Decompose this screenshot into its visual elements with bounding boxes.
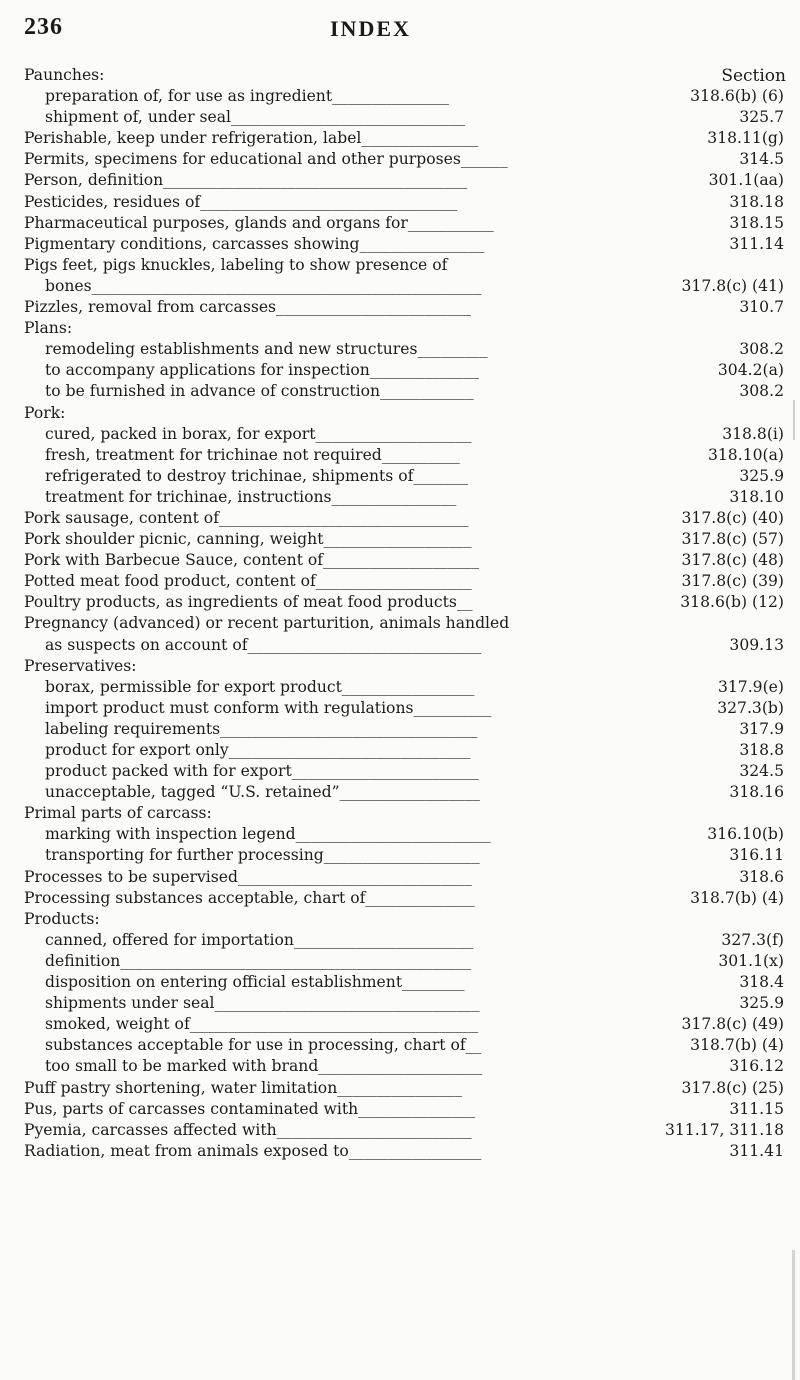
entry-text: Products: bbox=[24, 909, 100, 928]
section-reference: 317.9 bbox=[739, 719, 784, 738]
section-reference: 317.8(c) (41) bbox=[681, 276, 784, 295]
entry-text: Person, definition_______________________________________ bbox=[24, 171, 468, 190]
index-entry bbox=[0, 571, 800, 592]
section-reference: 324.5 bbox=[739, 762, 784, 781]
index-entry bbox=[0, 698, 800, 719]
page-number: 236 bbox=[24, 14, 63, 40]
section-reference: 301.1(aa) bbox=[708, 171, 784, 190]
section-reference: 317.8(c) (49) bbox=[681, 1015, 784, 1034]
index-entry bbox=[0, 677, 800, 698]
index-entry bbox=[0, 128, 800, 149]
index-entry bbox=[0, 424, 800, 445]
index-entry bbox=[0, 381, 800, 402]
section-reference: 310.7 bbox=[739, 298, 784, 317]
entry-text: to be furnished in advance of construction____________ bbox=[45, 382, 474, 401]
index-entry bbox=[0, 782, 800, 803]
entry-text: borax, permissible for export product_________________ bbox=[45, 677, 475, 696]
entry-text: shipments under seal__________________________________ bbox=[45, 994, 480, 1013]
entry-text: Paunches: bbox=[24, 66, 105, 84]
section-reference: 317.8(c) (48) bbox=[681, 551, 784, 570]
index-entry bbox=[0, 1120, 800, 1141]
entry-text: fresh, treatment for trichinae not required__________ bbox=[45, 445, 460, 464]
section-reference: 311.15 bbox=[729, 1099, 784, 1118]
index-entry bbox=[0, 276, 800, 297]
entry-text: Permits, specimens for educational and other purposes______ bbox=[24, 150, 508, 169]
entry-text: cured, packed in borax, for export____________________ bbox=[45, 424, 472, 443]
running-head: INDEX bbox=[330, 16, 411, 41]
index-entry bbox=[0, 192, 800, 213]
section-column-label: Section bbox=[721, 66, 786, 86]
index-entry bbox=[0, 888, 800, 909]
scan-edge-mark bbox=[793, 400, 795, 440]
index-entry bbox=[0, 255, 800, 276]
section-reference: 308.2 bbox=[739, 340, 784, 359]
entry-text: refrigerated to destroy trichinae, shipments of_______ bbox=[45, 466, 468, 485]
index-entry bbox=[0, 1014, 800, 1035]
section-reference: 318.15 bbox=[729, 213, 784, 232]
section-reference: 318.11(g) bbox=[707, 129, 784, 148]
index-entry bbox=[0, 529, 800, 550]
entry-text: definition_____________________________________________ bbox=[45, 951, 472, 970]
entry-text: Pigmentary conditions, carcasses showing________________ bbox=[24, 234, 485, 253]
index-entry bbox=[0, 972, 800, 993]
section-reference: 317.8(c) (39) bbox=[681, 572, 784, 591]
section-reference: 314.5 bbox=[739, 150, 784, 169]
section-reference: 318.7(b) (4) bbox=[690, 888, 784, 907]
section-reference: 318.16 bbox=[729, 783, 784, 802]
index-entry bbox=[0, 740, 800, 761]
index-entry bbox=[0, 65, 800, 86]
index-entries bbox=[0, 65, 800, 1162]
index-entry bbox=[0, 360, 800, 381]
entry-text: to accompany applications for inspection______________ bbox=[45, 361, 479, 380]
entry-text: Processing substances acceptable, chart of______________ bbox=[24, 888, 475, 907]
index-entry bbox=[0, 656, 800, 677]
section-reference: 318.4 bbox=[739, 973, 784, 992]
index-entry bbox=[0, 487, 800, 508]
index-entry bbox=[0, 403, 800, 424]
entry-text: Perishable, keep under refrigeration, label_______________ bbox=[24, 129, 479, 148]
section-reference: 317.9(e) bbox=[717, 677, 784, 696]
index-entry bbox=[0, 592, 800, 613]
entry-text: Radiation, meat from animals exposed to_________________ bbox=[24, 1141, 482, 1160]
entry-text: Poultry products, as ingredients of meat food products__ bbox=[24, 593, 473, 612]
entry-text: Pork with Barbecue Sauce, content of____________________ bbox=[24, 551, 480, 570]
entry-text: substances acceptable for use in processing, chart of__ bbox=[45, 1036, 482, 1055]
entry-text: treatment for trichinae, instructions________________ bbox=[45, 487, 457, 506]
entry-text: shipment of, under seal______________________________ bbox=[45, 108, 465, 127]
index-entry bbox=[0, 613, 800, 634]
index-entry bbox=[0, 845, 800, 866]
index-entry bbox=[0, 107, 800, 128]
entry-text: Preservatives: bbox=[24, 656, 137, 675]
index-entry bbox=[0, 297, 800, 318]
section-reference: 316.11 bbox=[729, 846, 784, 865]
section-reference: 309.13 bbox=[729, 635, 784, 654]
section-reference: 325.9 bbox=[739, 466, 784, 485]
entry-text: smoked, weight of_____________________________________ bbox=[45, 1015, 479, 1034]
section-reference: 325.7 bbox=[739, 108, 784, 127]
index-entry bbox=[0, 1078, 800, 1099]
section-reference: 316.12 bbox=[729, 1057, 784, 1076]
index-entry bbox=[0, 86, 800, 107]
entry-text: Pregnancy (advanced) or recent parturition, animals handled bbox=[24, 614, 510, 633]
entry-text: canned, offered for importation_______________________ bbox=[45, 930, 474, 949]
section-reference: 308.2 bbox=[739, 382, 784, 401]
section-reference: 311.41 bbox=[729, 1141, 784, 1160]
entry-text: Pork: bbox=[24, 403, 66, 422]
section-reference: 301.1(x) bbox=[718, 951, 784, 970]
index-entry bbox=[0, 951, 800, 972]
entry-text: Pus, parts of carcasses contaminated with_______________ bbox=[24, 1099, 476, 1118]
entry-text: product for export only_______________________________ bbox=[45, 741, 471, 759]
entry-text: as suspects on account of______________________________ bbox=[45, 635, 482, 654]
section-reference: 318.10(a) bbox=[707, 445, 784, 464]
section-reference: 318.8 bbox=[739, 741, 784, 759]
index-entry bbox=[0, 1099, 800, 1120]
entry-text: Pharmaceutical purposes, glands and organs for___________ bbox=[24, 213, 494, 232]
index-entry bbox=[0, 761, 800, 782]
entry-text: preparation of, for use as ingredient_______________ bbox=[45, 87, 450, 106]
index-entry bbox=[0, 909, 800, 930]
index-entry bbox=[0, 213, 800, 234]
entry-text: transporting for further processing____________________ bbox=[45, 846, 480, 865]
index-entry bbox=[0, 719, 800, 740]
index-entry bbox=[0, 170, 800, 191]
entry-text: labeling requirements_________________________________ bbox=[45, 719, 478, 738]
entry-text: Pork sausage, content of________________________________ bbox=[24, 508, 469, 527]
section-reference: 327.3(b) bbox=[717, 698, 784, 717]
index-entry bbox=[0, 508, 800, 529]
index-entry bbox=[0, 318, 800, 339]
section-reference: 316.10(b) bbox=[707, 825, 784, 844]
entry-text: import product must conform with regulations__________ bbox=[45, 698, 492, 717]
section-reference: 317.8(c) (25) bbox=[681, 1078, 784, 1097]
entry-text: product packed with for export________________________ bbox=[45, 762, 479, 781]
index-entry bbox=[0, 635, 800, 656]
entry-text: remodeling establishments and new structures_________ bbox=[45, 340, 488, 359]
entry-text: Plans: bbox=[24, 319, 73, 338]
index-entry bbox=[0, 1141, 800, 1162]
entry-text: too small to be marked with brand_____________________ bbox=[45, 1057, 483, 1076]
section-reference: 318.10 bbox=[729, 487, 784, 506]
index-entry bbox=[0, 149, 800, 170]
entry-text: Potted meat food product, content of____________________ bbox=[24, 572, 472, 591]
entry-text: marking with inspection legend_________________________ bbox=[45, 825, 491, 844]
entry-text: Pyemia, carcasses affected with_________________________ bbox=[24, 1120, 472, 1139]
section-reference: 318.18 bbox=[729, 192, 784, 211]
index-entry bbox=[0, 445, 800, 466]
entry-text: Pesticides, residues of_________________________________ bbox=[24, 192, 458, 211]
entry-text: Pigs feet, pigs knuckles, labeling to show presence of bbox=[24, 255, 448, 274]
section-reference: 317.8(c) (40) bbox=[681, 508, 784, 527]
index-entry bbox=[0, 803, 800, 824]
scan-edge-mark bbox=[792, 1250, 795, 1380]
entry-text: Pizzles, removal from carcasses_________________________ bbox=[24, 298, 471, 317]
entry-text: Processes to be supervised______________________________ bbox=[24, 867, 472, 886]
index-entry bbox=[0, 234, 800, 255]
index-entry bbox=[0, 466, 800, 487]
index-entry bbox=[0, 930, 800, 951]
index-entry bbox=[0, 867, 800, 888]
section-reference: 318.6(b) (12) bbox=[680, 593, 784, 612]
section-reference: 318.6 bbox=[739, 867, 784, 886]
section-reference: 325.9 bbox=[739, 994, 784, 1013]
section-reference: 311.17, 311.18 bbox=[664, 1120, 784, 1139]
page-header bbox=[0, 0, 800, 60]
index-entry bbox=[0, 824, 800, 845]
index-entry bbox=[0, 993, 800, 1014]
index-entry bbox=[0, 1035, 800, 1056]
entry-text: Pork shoulder picnic, canning, weight___________________ bbox=[24, 530, 472, 549]
entry-text: bones__________________________________________________ bbox=[45, 276, 482, 295]
section-reference: 317.8(c) (57) bbox=[681, 530, 784, 549]
section-reference: 327.3(f) bbox=[721, 930, 784, 949]
index-entry bbox=[0, 550, 800, 571]
index-entry bbox=[0, 339, 800, 360]
section-reference: 318.6(b) (6) bbox=[690, 87, 784, 106]
entry-text: Puff pastry shortening, water limitation________________ bbox=[24, 1078, 462, 1097]
section-reference: 318.7(b) (4) bbox=[690, 1036, 784, 1055]
entry-text: unacceptable, tagged “U.S. retained”__________________ bbox=[45, 783, 480, 802]
entry-text: Primal parts of carcass: bbox=[24, 804, 212, 823]
entry-text: disposition on entering official establishment________ bbox=[45, 973, 465, 992]
section-reference: 304.2(a) bbox=[717, 361, 784, 380]
section-reference: 318.8(i) bbox=[722, 424, 784, 443]
section-reference: 311.14 bbox=[729, 234, 784, 253]
index-entry bbox=[0, 1056, 800, 1077]
